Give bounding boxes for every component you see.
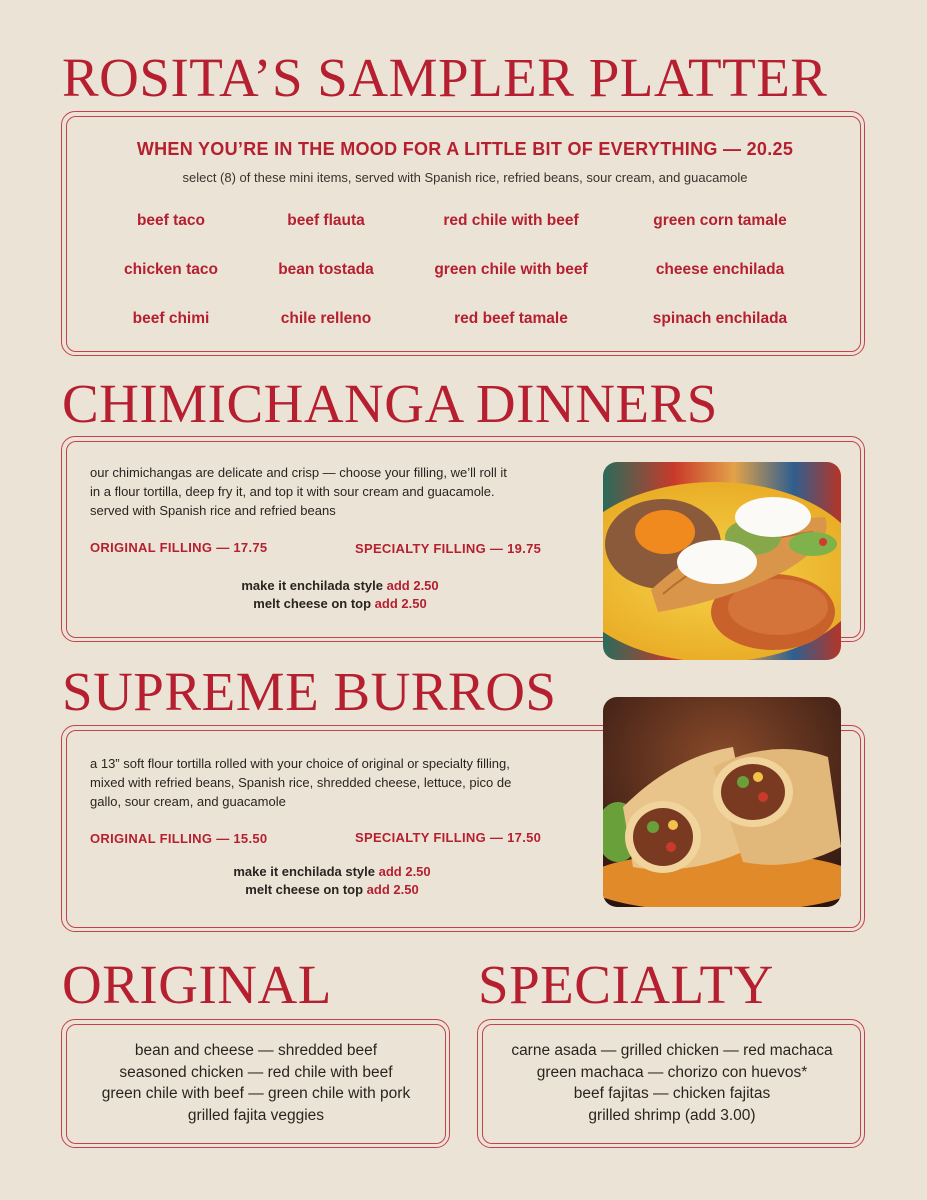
addon-label: make it enchilada style <box>233 864 375 879</box>
burros-original-price: ORIGINAL FILLING — 15.50 <box>90 831 268 846</box>
sampler-subline: select (8) of these mini items, served with Spanish rice, refried beans, sour cream, and guacamole <box>182 170 748 185</box>
burro-illustration <box>603 697 841 907</box>
addon-price: add 2.50 <box>366 882 419 897</box>
chimichanga-original-price: ORIGINAL FILLING — 17.75 <box>90 540 268 555</box>
addon-label: make it enchilada style <box>241 578 383 593</box>
sampler-item: cheese enchilada <box>655 261 785 278</box>
filling-line: green machaca — chorizo con huevos* <box>536 1063 808 1081</box>
sampler-item: spinach enchilada <box>652 310 788 327</box>
filling-line: green chile with beef — green chile with pork <box>101 1085 411 1102</box>
addon-price: add 2.50 <box>374 596 427 611</box>
addon-melt-cheese <box>192 881 472 899</box>
sampler-item: beef flauta <box>287 212 365 229</box>
chimichanga-specialty-price: SPECIALTY FILLING — 19.75 <box>355 541 542 556</box>
sampler-item: beef taco <box>136 212 206 229</box>
chimichanga-description <box>90 463 590 520</box>
sampler-item: beef chimi <box>132 310 210 327</box>
filling-line: seasoned chicken — red chile with beef <box>119 1063 393 1081</box>
addon-label: melt cheese on top <box>253 596 372 611</box>
burros-description <box>90 754 590 811</box>
desc-line: our chimichangas are delicate and crisp — choose your filling, we’ll roll it <box>90 465 507 480</box>
burros-addons <box>192 863 472 899</box>
chimichanga-title: CHIMICHANGA DINNERS <box>62 373 718 434</box>
sampler-item: green chile with beef <box>434 261 588 278</box>
sampler-item: chile relleno <box>280 310 372 327</box>
chimichanga-addons <box>200 577 480 613</box>
desc-line: served with Spanish rice and refried beans <box>90 503 336 518</box>
burros-specialty-price: SPECIALTY FILLING — 17.50 <box>355 830 542 845</box>
sampler-item: bean tostada <box>278 261 374 278</box>
filling-line: bean and cheese — shredded beef <box>134 1042 378 1059</box>
sampler-item: chicken taco <box>124 261 218 278</box>
addon-price: add 2.50 <box>378 864 431 879</box>
filling-line: carne asada — grilled chicken — red machaca <box>511 1042 833 1059</box>
filling-line: grilled fajita veggies <box>187 1106 325 1124</box>
sampler-item: red chile with beef <box>443 212 579 229</box>
addon-price: add 2.50 <box>386 578 439 593</box>
sampler-item: red beef tamale <box>454 310 568 327</box>
sampler-tagline: WHEN YOU’RE IN THE MOOD FOR A LITTLE BIT OF EVERYTHING — 20.25 <box>136 139 794 159</box>
original-title: ORIGINAL <box>62 954 332 1015</box>
chimichanga-illustration <box>603 462 841 660</box>
original-fillings <box>66 1040 446 1126</box>
addon-enchilada-style <box>192 863 472 881</box>
desc-line: gallo, sour cream, and guacamole <box>90 794 286 809</box>
desc-line: a 13” soft flour tortilla rolled with your choice of original or specialty filling, <box>90 756 510 771</box>
burros-title: SUPREME BURROS <box>62 661 557 722</box>
sampler-title: ROSITA’S SAMPLER PLATTER <box>62 47 828 108</box>
filling-line: beef fajitas — chicken fajitas <box>573 1085 771 1102</box>
desc-line: mixed with refried beans, Spanish rice, shredded cheese, lettuce, pico de <box>90 775 512 790</box>
addon-enchilada-style <box>200 577 480 595</box>
specialty-fillings <box>482 1040 862 1126</box>
sampler-item: green corn tamale <box>653 212 787 229</box>
chimichanga-photo <box>603 462 841 660</box>
desc-line: in a flour tortilla, deep fry it, and top it with sour cream and guacamole. <box>90 484 495 499</box>
addon-melt-cheese <box>200 595 480 613</box>
burro-photo <box>603 697 841 907</box>
specialty-title: SPECIALTY <box>478 954 774 1015</box>
filling-line: grilled shrimp (add 3.00) <box>588 1106 756 1124</box>
addon-label: melt cheese on top <box>245 882 364 897</box>
